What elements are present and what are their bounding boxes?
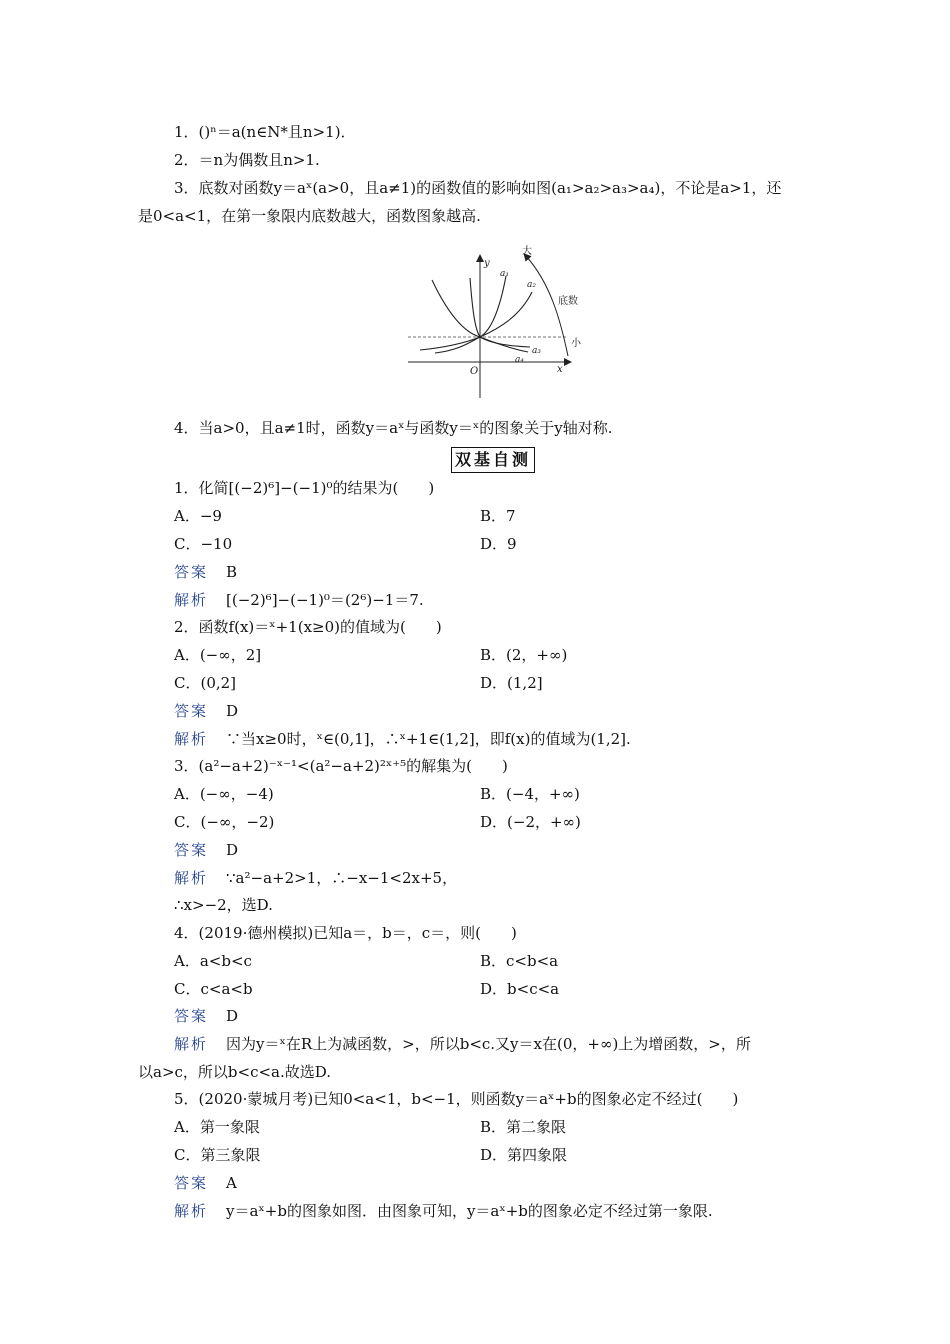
q3-analysis — [174, 868, 457, 888]
q3-analysis-text: ∵a²−a+2>1，∴−x−1<2x+5， — [226, 869, 458, 887]
origin-label: O — [470, 366, 479, 377]
q2-option-c: C．(0,2] — [174, 674, 237, 692]
q5-answer — [174, 1173, 237, 1193]
q3-stem: 3．(a²−a+2)⁻ˣ⁻¹<(a²−a+2)²ˣ⁺⁵的解集为( ) — [174, 757, 508, 775]
q4-option-c: C．c<a<b — [174, 980, 253, 998]
answer-label: 答案 — [174, 702, 209, 720]
arrow-label-base: 底数 — [558, 296, 578, 307]
q4-option-a: A．a<b<c — [174, 952, 252, 970]
q1-option-c: C．−10 — [174, 535, 233, 553]
q5-answer-value: A — [226, 1174, 237, 1192]
analysis-label: 解析 — [174, 869, 209, 887]
q3-option-d: D．(−2，+∞) — [480, 813, 581, 831]
q1-analysis — [174, 590, 424, 610]
analysis-label: 解析 — [174, 591, 209, 609]
q4-answer — [174, 1006, 238, 1026]
q4-option-d: D．b<c<a — [480, 980, 560, 998]
q2-option-d: D．(1,2] — [480, 674, 543, 692]
q4-stem: 4．(2019·德州模拟)已知a＝，b＝，c＝，则( ) — [174, 924, 517, 942]
q4-option-b: B．c<b<a — [480, 952, 559, 970]
curve-label-a4: a₄ — [515, 355, 524, 365]
q4-analysis-continued: 以a>c，所以b<c<a.故选D. — [138, 1063, 332, 1081]
q2-stem: 2．函数f(x)＝ˣ+1(x≥0)的值域为( ) — [174, 618, 442, 636]
q1-option-a: A．−9 — [174, 507, 222, 525]
analysis-label: 解析 — [174, 1035, 209, 1053]
q5-analysis — [174, 1201, 713, 1221]
y-axis-label: y — [484, 258, 490, 269]
point-3: 3．底数对函数y＝aˣ(a>0，且a≠1)的函数值的影响如图(a₁>a₂>a₃>a₄)，不论是a>1，还 — [174, 179, 782, 197]
q3-option-c: C．(−∞，−2) — [174, 813, 275, 831]
q4-analysis-text: 因为y＝ˣ在R上为减函数，>，所以b<c.又y＝x在(0，+∞)上为增函数，>，所 — [226, 1035, 751, 1053]
curve-a2 — [420, 292, 532, 350]
answer-label: 答案 — [174, 563, 209, 581]
q5-option-a: A．第一象限 — [174, 1118, 260, 1136]
answer-label: 答案 — [174, 841, 209, 859]
q2-analysis-text: ∵当x≥0时，ˣ∈(0,1]，∴ˣ+1∈(1,2]，即f(x)的值域为(1,2]. — [226, 730, 631, 748]
answer-label: 答案 — [174, 1007, 209, 1025]
q1-option-d: D．9 — [480, 535, 517, 553]
exponential-curves-figure — [400, 238, 600, 400]
q1-option-b: B．7 — [480, 507, 516, 525]
q5-option-d: D．第四象限 — [480, 1146, 568, 1164]
point-2: 2．＝n为偶数且n>1. — [174, 151, 320, 169]
section-title: 双基自测 — [451, 447, 535, 473]
answer-label: 答案 — [174, 1174, 209, 1192]
q2-option-a: A．(−∞，2] — [174, 646, 262, 664]
q5-stem: 5．(2020·蒙城月考)已知0<a<1，b<−1，则函数y＝aˣ+b的图象必定不经过( ) — [174, 1090, 739, 1108]
analysis-label: 解析 — [174, 1202, 209, 1220]
q1-answer-value: B — [226, 563, 238, 581]
point-1: 1．()ⁿ＝a(n∈N*且n>1)． — [174, 123, 356, 141]
q4-analysis — [174, 1034, 751, 1054]
point-3-continued: 是0<a<1，在第一象限内底数越大，函数图象越高. — [138, 207, 481, 225]
analysis-label: 解析 — [174, 730, 209, 748]
q2-answer — [174, 701, 238, 721]
q2-answer-value: D — [226, 702, 239, 720]
q4-answer-value: D — [226, 1007, 239, 1025]
q3-analysis-continued: ∴x>−2，选D. — [174, 896, 273, 914]
q3-answer-value: D — [226, 841, 239, 859]
q5-analysis-text: y＝aˣ+b的图象如图．由图象可知，y＝aˣ+b的图象必定不经过第一象限. — [226, 1202, 713, 1220]
q1-stem: 1．化简[(−2)⁶]−(−1)⁰的结果为( ) — [174, 479, 435, 497]
q2-option-b: B．(2，+∞) — [480, 646, 568, 664]
curve-label-a1: a₁ — [500, 269, 509, 279]
q1-answer — [174, 562, 237, 582]
arrow-label-large: 大 — [522, 246, 532, 257]
curve-label-a3: a₃ — [532, 346, 541, 356]
q5-option-c: C．第三象限 — [174, 1146, 261, 1164]
q2-analysis — [174, 729, 631, 749]
q3-answer — [174, 840, 238, 860]
q3-option-b: B．(−4，+∞) — [480, 785, 580, 803]
arrow-label-small: 小 — [571, 338, 581, 349]
q5-option-b: B．第二象限 — [480, 1118, 567, 1136]
x-axis-label: x — [557, 364, 563, 375]
q1-analysis-text: [(−2)⁶]−(−1)⁰＝(2⁶)−1＝7. — [226, 591, 424, 609]
q3-option-a: A．(−∞，−4) — [174, 785, 274, 803]
point-4: 4．当a>0，且a≠1时，函数y＝aˣ与函数y＝ˣ的图象关于y轴对称. — [174, 419, 613, 437]
curve-label-a2: a₂ — [527, 280, 536, 290]
